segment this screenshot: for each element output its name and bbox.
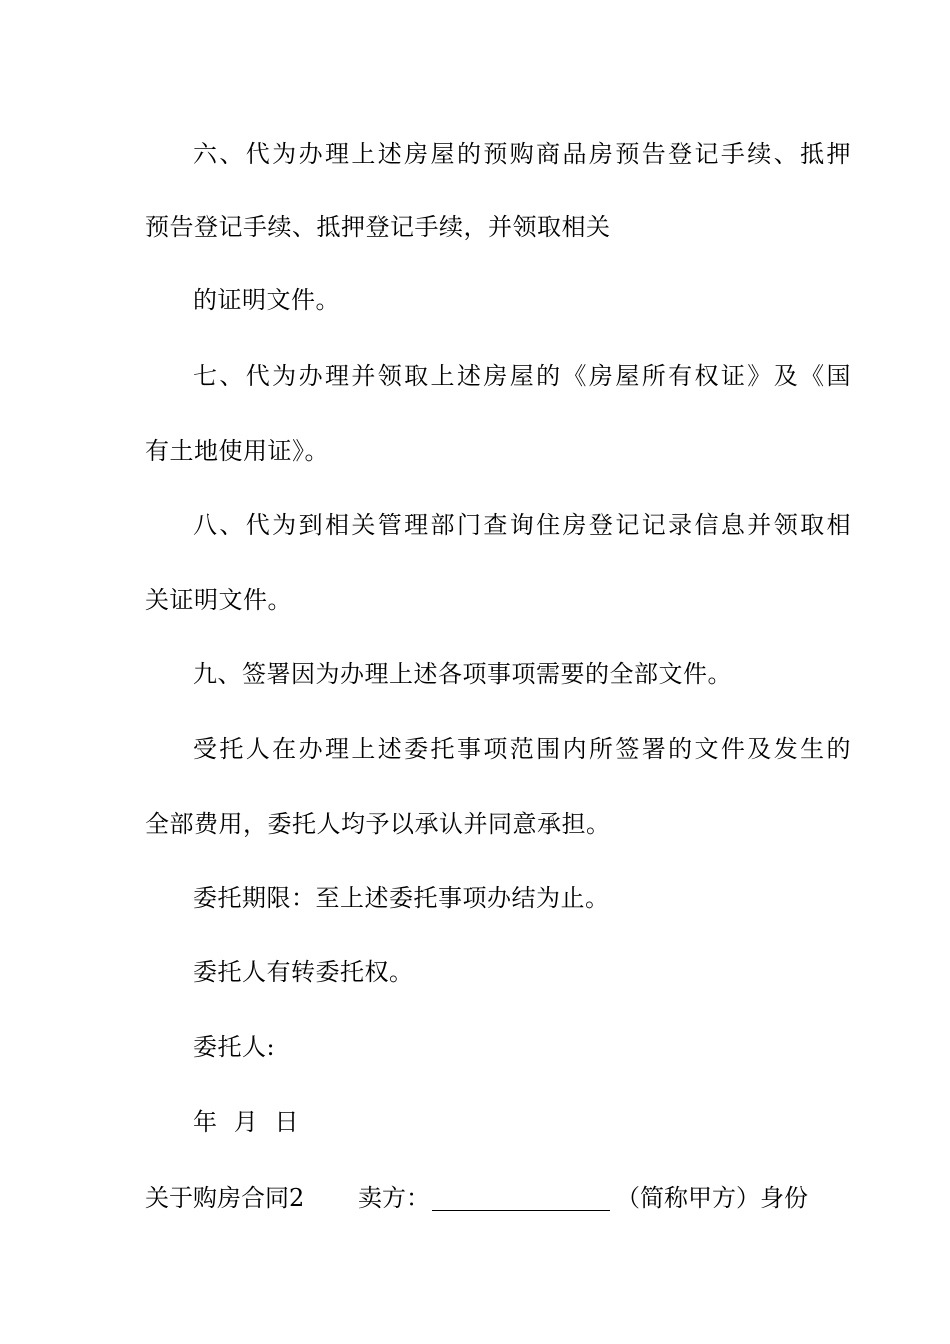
paragraph-line-6-end: 的证明文件。 [193, 286, 340, 314]
paragraph-term: 委托期限：至上述委托事项办结为止。 [193, 884, 610, 912]
paragraph-trustee-cont: 全部费用，委托人均予以承认并同意承担。 [145, 810, 611, 838]
paragraph-line-8-cont: 关证明文件。 [145, 586, 292, 614]
paragraph-subdelegation: 委托人有转委托权。 [193, 958, 414, 986]
paragraph-line-9: 九、签署因为办理上述各项事项需要的全部文件。 [193, 660, 732, 688]
paragraph-line-8: 八、代为到相关管理部门查询住房登记记录信息并领取相 [193, 511, 851, 539]
paragraph-trustee: 受托人在办理上述委托事项范围内所签署的文件及发生的 [193, 735, 851, 763]
paragraph-line-6: 六、代为办理上述房屋的预购商品房预告登记手续、抵押 [193, 140, 851, 168]
contract-title: 关于购房合同2 [145, 1184, 305, 1212]
paragraph-line-7: 七、代为办理并领取上述房屋的《房屋所有权证》及《国 [193, 362, 851, 390]
seller-name-blank [432, 1184, 610, 1211]
seller-suffix: （简称甲方）身份 [616, 1184, 808, 1212]
principal-signature-label: 委托人: [193, 1033, 276, 1061]
seller-label: 卖方： [358, 1184, 430, 1212]
contract-heading-line [145, 1184, 808, 1212]
paragraph-line-6-cont: 预告登记手续、抵押登记手续，并领取相关 [145, 213, 611, 241]
paragraph-line-7-cont: 有土地使用证》。 [145, 437, 329, 465]
date-line: 年 月 日 [193, 1108, 300, 1136]
